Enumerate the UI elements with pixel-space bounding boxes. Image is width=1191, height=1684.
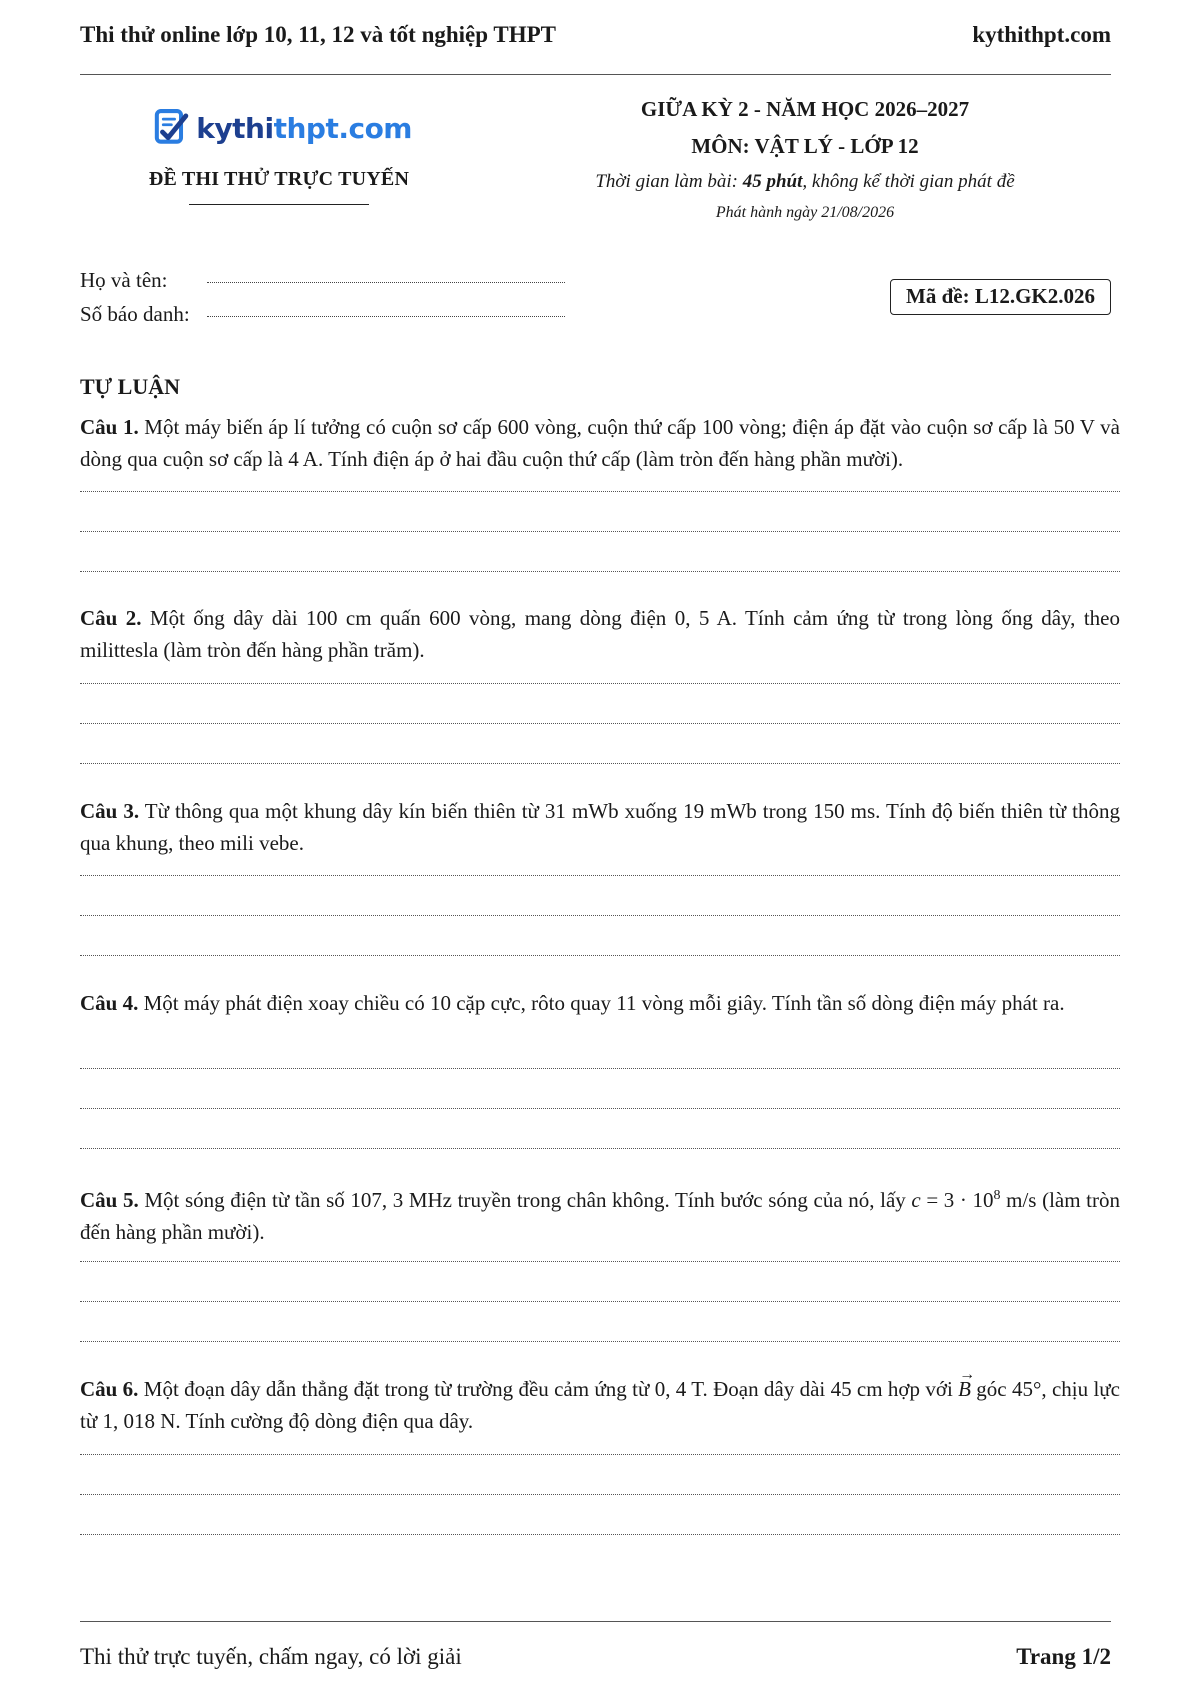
name-blank[interactable]: [207, 281, 565, 283]
answer-line[interactable]: [80, 1148, 1120, 1149]
answer-line[interactable]: [80, 1341, 1120, 1342]
answer-line[interactable]: [80, 723, 1120, 724]
exam-term: GIỮA KỲ 2 - NĂM HỌC 2026–2027: [640, 97, 970, 121]
student-id-blank[interactable]: [207, 315, 565, 317]
question-4: Câu 4. Một máy phát điện xoay chiều có 10 cặp cực, rôto quay 11 vòng mỗi giây. Tính tần số dòng điện máy phát ra.: [80, 991, 1065, 1015]
answer-line[interactable]: [80, 1301, 1120, 1302]
header-divider: [80, 74, 1111, 75]
student-id-field[interactable]: [80, 302, 565, 327]
question-3: Câu 3. Từ thông qua một khung dây kín biến thiên từ 31 mWb xuống 19 mWb trong 150 ms. Tính độ biến thiên từ thông qua khung, theo mili vebe.: [80, 799, 1120, 855]
answer-line[interactable]: [80, 875, 1120, 876]
answer-line[interactable]: [80, 1534, 1120, 1535]
footer-slogan: Thi thử trực tuyến, chấm ngay, có lời giải: [80, 1644, 462, 1669]
question-5: Câu 5. Một sóng điện từ tần số 107, 3 MHz truyền trong chân không. Tính bước sóng của nó, lấy $c = 3 \cdot 10^8$ m/s (làm tròn đến hàng phần mười).: [80, 1188, 1120, 1244]
logo: [152, 103, 412, 153]
question-1: Câu 1. Một máy biến áp lí tưởng có cuộn sơ cấp 600 vòng, cuộn thứ cấp 100 vòng; điện áp đặt vào cuộn sơ cấp là 50 V và dòng qua cuộn sơ cấp là 4 A. Tính điện áp ở hai đầu cuộn thứ cấp (làm tròn đến hàng phần mười).: [80, 415, 1120, 471]
answer-line[interactable]: [80, 1108, 1120, 1109]
name-field[interactable]: [80, 268, 565, 293]
answer-line[interactable]: [80, 763, 1120, 764]
exam-time: Thời gian làm bài: 45 phút, không kể thời gian phát đề: [595, 171, 1015, 192]
exam-release-date: Phát hành ngày 21/08/2026: [715, 204, 895, 221]
answer-line[interactable]: [80, 1494, 1120, 1495]
answer-line[interactable]: [80, 1261, 1120, 1262]
exam-subject: MÔN: VẬT LÝ - LỚP 12: [691, 134, 919, 158]
answer-line[interactable]: [80, 915, 1120, 916]
answer-line[interactable]: [80, 571, 1120, 572]
document-check-icon: [152, 103, 192, 153]
student-id-label: Số báo danh:: [80, 302, 190, 326]
document-subtitle: ĐỀ THI THỬ TRỰC TUYẾN: [148, 168, 410, 190]
page-number: Trang 1/2: [1016, 1644, 1111, 1669]
section-title: TỰ LUẬN: [80, 374, 181, 399]
answer-line[interactable]: [80, 491, 1120, 492]
answer-line[interactable]: [80, 1068, 1120, 1069]
answer-line[interactable]: [80, 1454, 1120, 1455]
footer-divider: [80, 1621, 1111, 1622]
subtitle-underline: [189, 204, 369, 205]
question-2: Câu 2. Một ống dây dài 100 cm quấn 600 vòng, mang dòng điện 0, 5 A. Tính cảm ứng từ trong lòng ống dây, theo milittesla (làm tròn đến hàng phần trăm).: [80, 606, 1120, 662]
header-title: Thi thử online lớp 10, 11, 12 và tốt nghiệp THPT: [80, 22, 556, 47]
name-label: Họ và tên:: [80, 268, 168, 292]
question-6: Câu 6. Một đoạn dây dẫn thẳng đặt trong từ trường đều cảm ứng từ 0, 4 T. Đoạn dây dài 45 cm hợp với → B góc 45°, chịu lực từ 1, 018 N. Tính cường độ dòng điện qua dây.: [80, 1366, 1120, 1433]
header-site: kythithpt.com: [972, 22, 1111, 47]
answer-line[interactable]: [80, 683, 1120, 684]
vector-b: → B: [958, 1366, 976, 1401]
answer-line[interactable]: [80, 531, 1120, 532]
logo-text: kythithpt.com: [196, 111, 412, 145]
answer-line[interactable]: [80, 955, 1120, 956]
exam-code-box: Mã đề: L12.GK2.026: [890, 279, 1111, 315]
